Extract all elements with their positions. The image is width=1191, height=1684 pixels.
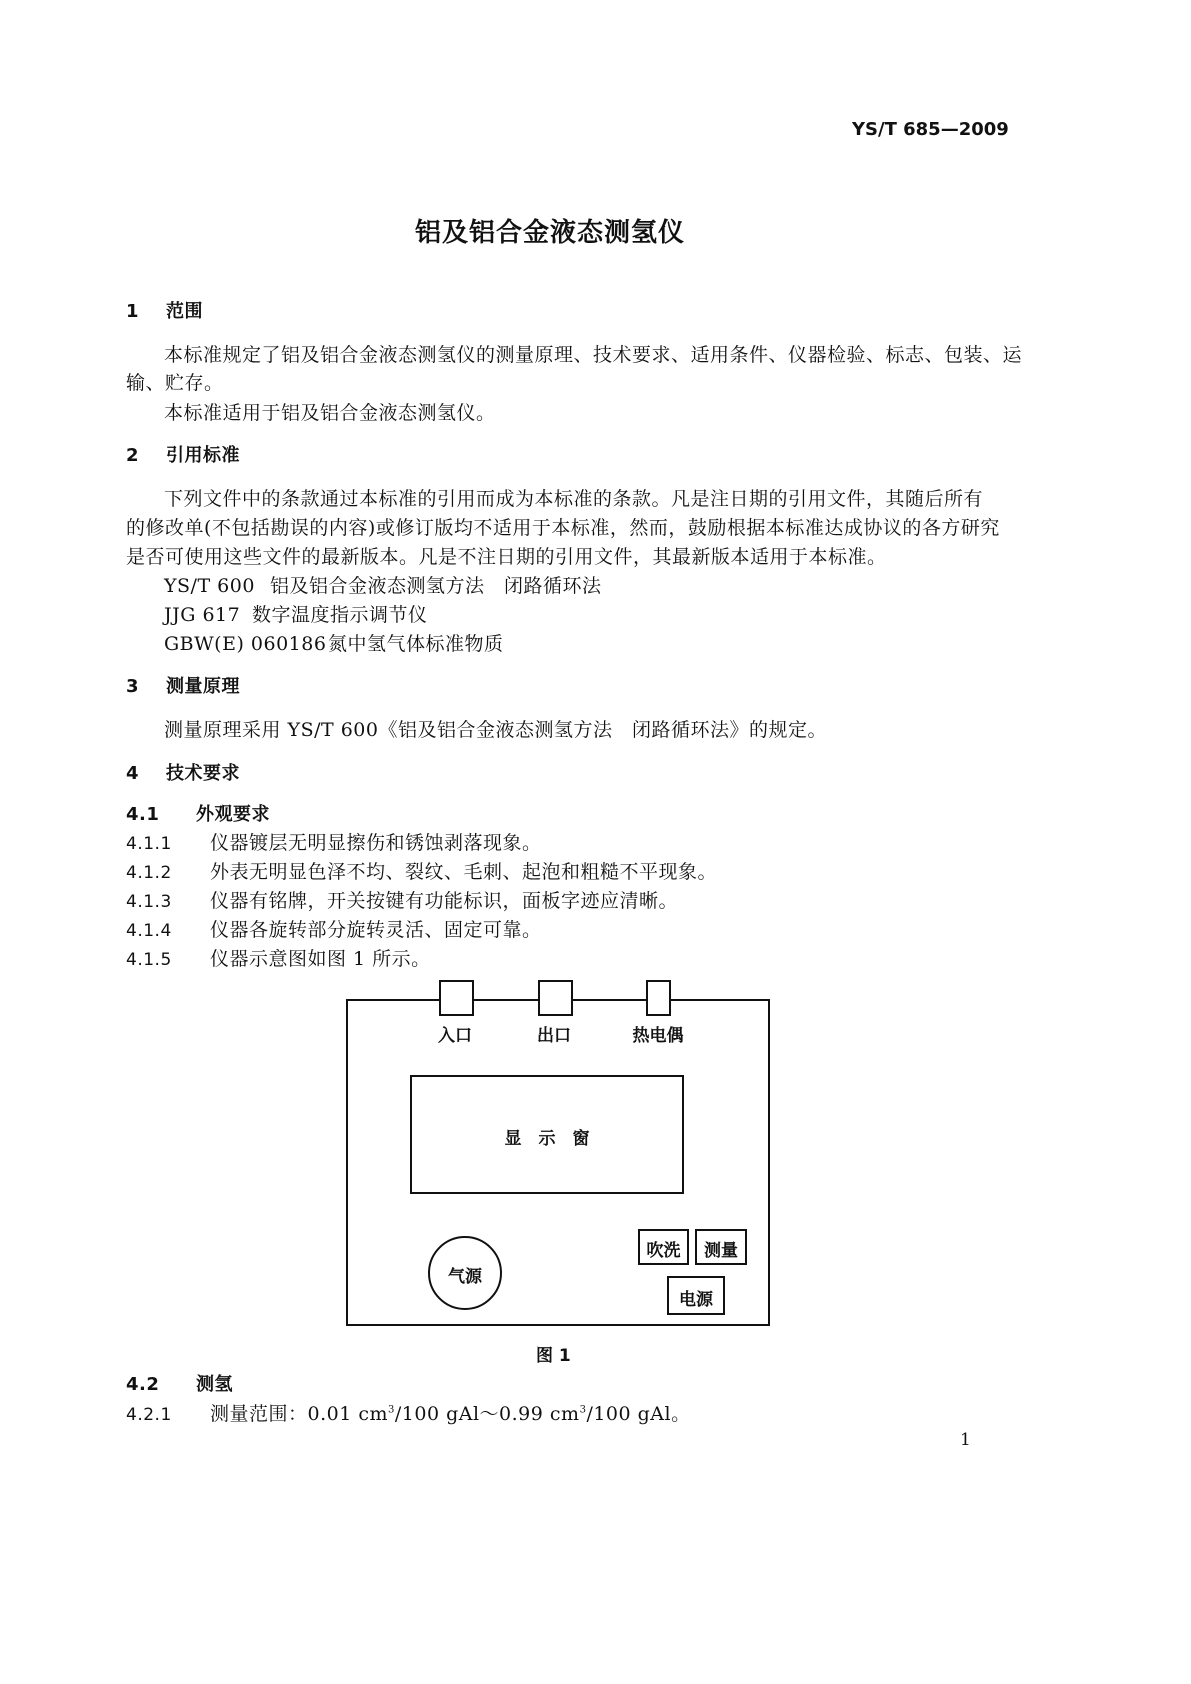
paragraph: 测量原理采用 YS/T 600《铝及铝合金液态测氢方法 闭路循环法》的规定。 xyxy=(164,719,827,741)
section-number: 4 xyxy=(126,763,140,784)
reference-name: 氮中氢气体标准物质 xyxy=(328,633,504,655)
paragraph: 的修改单(不包括勘误的内容)或修订版均不适用于本标准，然而，鼓励根据本标准达成协议的各方研究 xyxy=(126,517,1000,539)
section-number: 3 xyxy=(126,676,140,697)
reference-item xyxy=(164,600,428,627)
reference-code: GBW(E) 060186 xyxy=(164,633,327,655)
clause-number: 4.1.4 xyxy=(126,921,172,941)
clause-number: 4.2.1 xyxy=(126,1405,172,1425)
reference-code: YS/T 600 xyxy=(164,575,255,597)
section-title: 测氢 xyxy=(196,1374,233,1395)
subsection-4-1-heading xyxy=(126,800,270,826)
section-title: 范围 xyxy=(166,301,203,322)
reference-name: 铝及铝合金液态测氢方法 闭路循环法 xyxy=(270,575,602,597)
thermocouple-label: 热电偶 xyxy=(632,1026,684,1046)
power-button-label: 电源 xyxy=(679,1290,713,1310)
paragraph: 下列文件中的条款通过本标准的引用而成为本标准的条款。凡是注日期的引用文件，其随后所有 xyxy=(164,488,984,510)
clause-text: 仪器有铭牌，开关按键有功能标识，面板字迹应清晰。 xyxy=(210,890,679,912)
outlet-label: 出口 xyxy=(537,1026,571,1046)
clause-item xyxy=(126,886,678,913)
superscript: 3 xyxy=(388,1404,395,1416)
section-3-heading xyxy=(126,672,240,698)
subsection-4-2-heading xyxy=(126,1370,233,1396)
clause-text: 仪器各旋转部分旋转灵活、固定可靠。 xyxy=(210,919,542,941)
section-title: 测量原理 xyxy=(166,676,240,697)
section-number: 4.2 xyxy=(126,1374,160,1395)
outlet-port xyxy=(538,980,573,1016)
gas-source-label: 气源 xyxy=(448,1267,482,1287)
display-window-label: 显 示 窗 xyxy=(504,1129,590,1149)
superscript: 3 xyxy=(579,1404,587,1416)
clause-number: 4.1.2 xyxy=(126,863,172,883)
clause-number: 4.1.5 xyxy=(126,950,172,970)
section-title: 引用标准 xyxy=(166,445,240,466)
inlet-port xyxy=(439,980,474,1016)
reference-item xyxy=(164,571,602,598)
reference-name: 数字温度指示调节仪 xyxy=(252,604,428,626)
clause-item xyxy=(126,857,717,884)
reference-code: JJG 617 xyxy=(164,604,241,626)
clause-text: 仪器镀层无明显擦伤和锈蚀剥落现象。 xyxy=(210,832,542,854)
thermocouple-port xyxy=(646,980,671,1016)
clause-number: 4.1.1 xyxy=(126,834,172,854)
section-2-heading xyxy=(126,441,240,467)
inlet-label: 入口 xyxy=(438,1026,472,1046)
clause-text: 外表无明显色泽不均、裂纹、毛刺、起泡和粗糙不平现象。 xyxy=(210,861,718,883)
clause-text: /100 gAl～0.99 cm xyxy=(394,1403,580,1425)
clause-item xyxy=(126,915,542,942)
clause-text: 测量范围：0.01 cm xyxy=(210,1403,389,1425)
clause-item xyxy=(126,944,431,971)
paragraph: 输、贮存。 xyxy=(126,372,224,394)
clause-item xyxy=(126,828,542,855)
section-number: 2 xyxy=(126,445,140,466)
measure-button-label: 测量 xyxy=(704,1241,738,1261)
paragraph: 本标准适用于铝及铝合金液态测氢仪。 xyxy=(164,402,496,424)
clause-text: 仪器示意图如图 1 所示。 xyxy=(210,948,431,970)
paragraph: 是否可使用这些文件的最新版本。凡是不注日期的引用文件，其最新版本适用于本标准。 xyxy=(126,546,887,568)
figure-caption: 图 1 xyxy=(536,1346,571,1366)
page-number: 1 xyxy=(960,1430,971,1450)
clause-text: /100 gAl。 xyxy=(586,1403,691,1425)
section-1-heading xyxy=(126,297,203,323)
section-4-heading xyxy=(126,759,240,785)
section-title: 技术要求 xyxy=(166,763,240,784)
section-title: 外观要求 xyxy=(196,804,270,825)
paragraph: 本标准规定了铝及铝合金液态测氢仪的测量原理、技术要求、适用条件、仪器检验、标志、包装、运 xyxy=(164,344,1023,366)
section-number: 4.1 xyxy=(126,804,160,825)
section-number: 1 xyxy=(126,301,140,322)
clause-number: 4.1.3 xyxy=(126,892,172,912)
standard-number: YS/T 685—2009 xyxy=(852,119,1009,140)
clause-item xyxy=(126,1399,691,1426)
purge-button-label: 吹洗 xyxy=(646,1241,681,1261)
reference-item xyxy=(164,629,504,656)
page-title: 铝及铝合金液态测氢仪 xyxy=(414,218,685,248)
